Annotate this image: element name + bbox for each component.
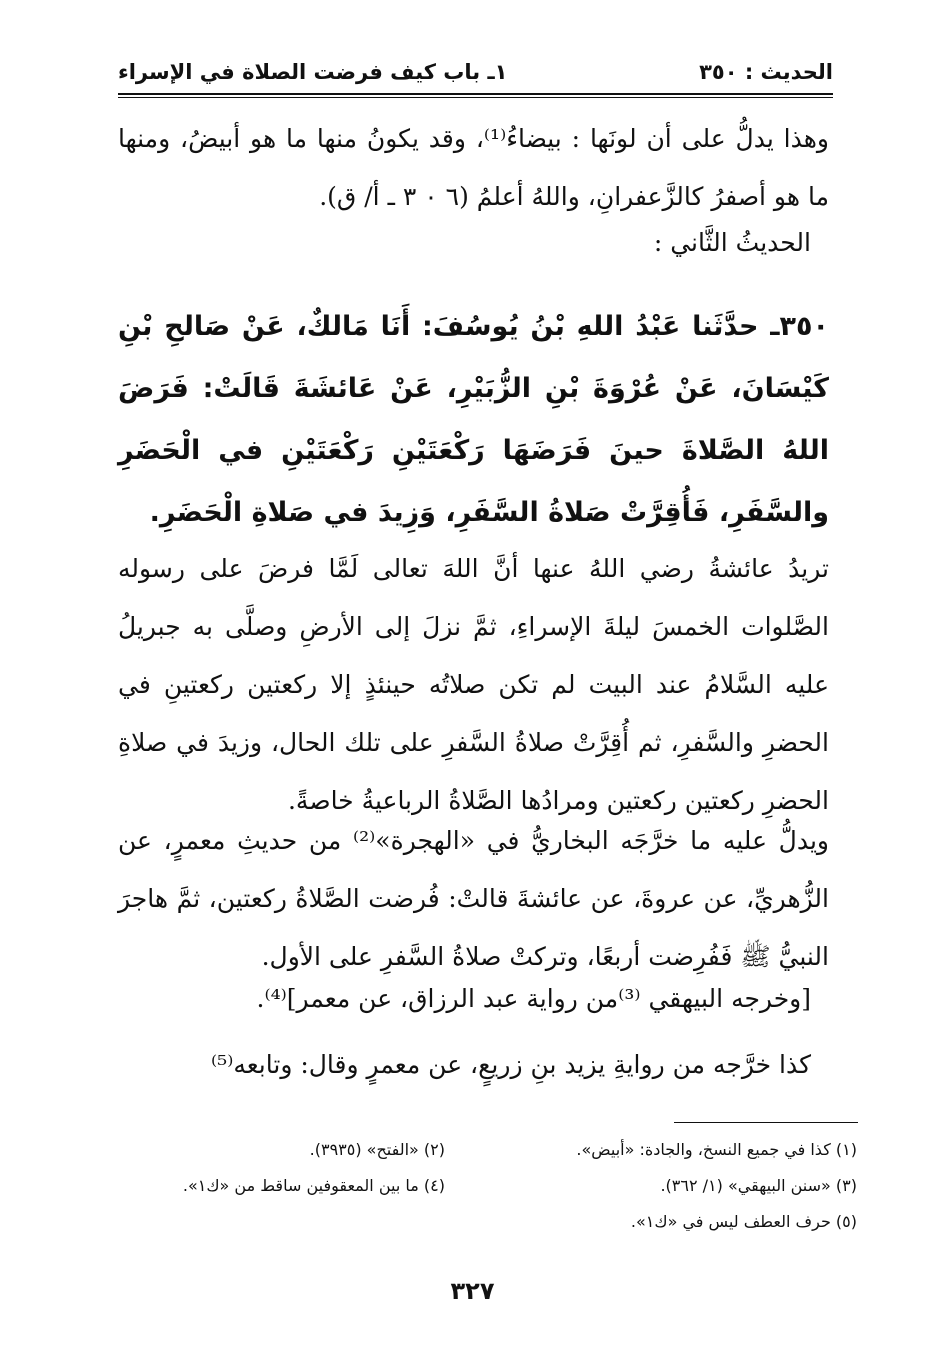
footnote-5: (٥) حرف العطف ليس في «ك١».: [630, 1212, 857, 1231]
paragraph-2: تريدُ عائشةُ رضي اللهُ عنها أنَّ اللهَ تعالى لَمَّا فرضَ على رسوله الصَّلوات الخمسَ ليلةَ الإسراءِ، ثمَّ نزلَ إلى الأرضِ وصلَّى به جبريلُ عليه السَّلامُ عند البيت لم تكن صلاتُه حينئذٍ إلا ركعتين ركعتينِ في الحضرِ والسَّفرِ، ثم أُقِرَّتْ صلاةُ السَّفرِ على تلك الحال، وزيدَ في صلاةِ الحضرِ ركعتين ركعتين ومرادُها الصَّلاةُ الرباعيةُ خاصةً.: [118, 554, 829, 815]
paragraph-1: وهذا يدلُّ على أن لونَها : بيضاءُ⁽¹⁾، وقد يكونُ منها ما هو أبيضُ، ومنها ما هو أصفرُ كالزَّعفرانِ، واللهُ أعلمُ (٦ ٠ ٣ ـ أ/ ق).: [118, 124, 829, 211]
footnote-3: (٣) «سنن البيهقي» (١/ ٣٦٢).: [660, 1176, 857, 1195]
footnote-2: (٢) «الفتح» (٣٩٣٥).: [309, 1140, 445, 1159]
footnote-4: (٤) ما بين المعقوفين ساقط من «ك١».: [182, 1176, 445, 1195]
header-divider: [118, 93, 833, 98]
footnote-divider: [674, 1122, 858, 1123]
paragraph-4: [وخرجه البيهقي ⁽³⁾من رواية عبد الرزاق، عن معمر]⁽⁴⁾.: [256, 984, 811, 1013]
hadith-number-label: الحديث : ٣٥٠: [699, 60, 833, 84]
chapter-title: ١ـ باب كيف فرضت الصلاة في الإسراء: [118, 60, 508, 84]
paragraph-3: ويدلُّ عليه ما خرَّجَه البخاريُّ في «الهجرة»⁽²⁾ من حديثِ معمرٍ، عن الزُّهريِّ، عن عروةَ، عن عائشةَ قالتْ: فُرضت الصَّلاةُ ركعتين، ثمَّ هاجرَ النبيُّ ﷺ فَفُرِضت أربعًا، وتركتْ صلاةُ السَّفرِ على الأول.: [118, 826, 829, 971]
section-heading: الحديثُ الثَّاني :: [653, 228, 811, 257]
paragraph-5: كذا خرَّجه من روايةِ يزيد بنِ زريعٍ، عن معمرٍ وقال: وتابعه⁽⁵⁾: [211, 1050, 811, 1079]
page-number: ٣٢٧: [450, 1277, 495, 1305]
footnote-1: (١) كذا في جميع النسخ، والجادة: «أبيض».: [576, 1140, 857, 1159]
hadith-text: ٣٥٠ـ حدَّثَنا عَبْدُ اللهِ بْنُ يُوسُفَ: أَنَا مَالكٌ، عَنْ صَالحِ بْنِ كَيْسَانَ، عَنْ عُرْوَةَ بْنِ الزُّبَيْرِ، عَنْ عَائشَةَ قَالَتْ: فَرَضَ اللهُ الصَّلاةَ حينَ فَرَضَهَا رَكْعَتَيْنِ رَكْعَتَيْنِ في الْحَضَرِ والسَّفَرِ، فَأُقِرَّتْ صَلاةُ السَّفَرِ، وَزِيدَ في صَلاةِ الْحَضَرِ.: [118, 311, 829, 528]
running-header: [118, 56, 833, 88]
